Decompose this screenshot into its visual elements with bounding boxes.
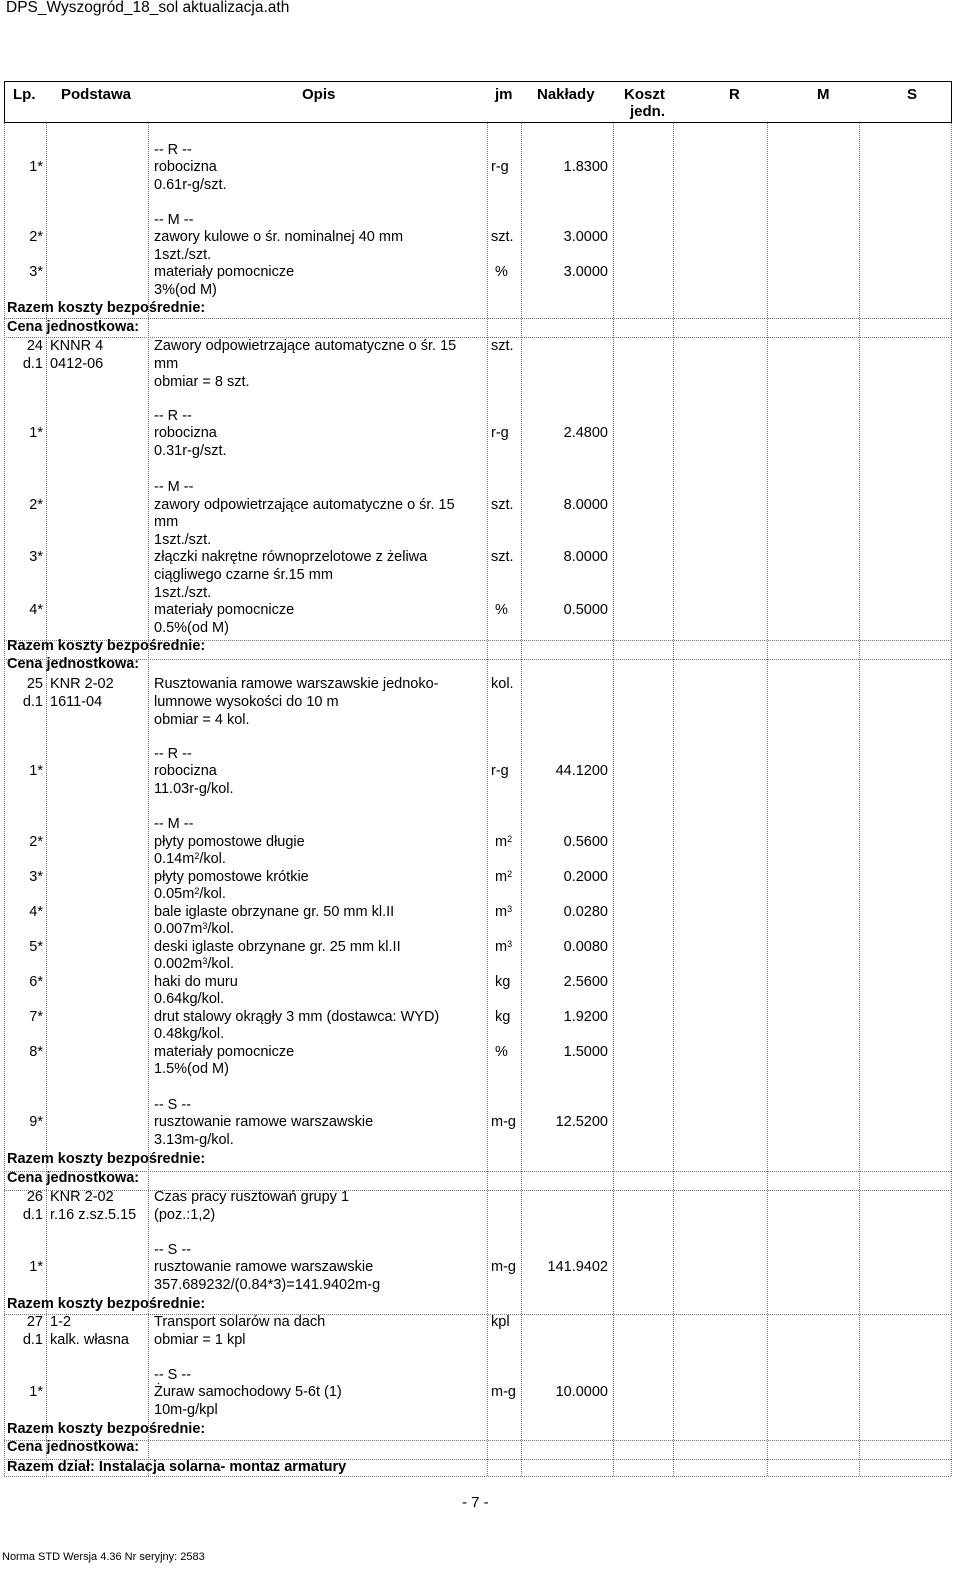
grid-line <box>4 1314 951 1315</box>
unit: $m^2$ <box>495 869 513 885</box>
grid-line <box>859 123 860 1476</box>
row-number: 3* <box>29 264 43 280</box>
item-dzial: d.1 <box>22 356 43 372</box>
basis-code: 1611-04 <box>50 694 103 710</box>
norm: 3%(od M) <box>154 282 217 298</box>
resource-name-cont: ciągliwego czarne śr.15 mm <box>154 567 333 583</box>
table-header <box>4 81 952 123</box>
input-value: 3.0000 <box>563 264 608 280</box>
input-value: 1.5000 <box>563 1044 608 1060</box>
razem-koszty-label: Razem koszty bezpośrednie: <box>7 300 206 316</box>
unit: kol. <box>491 676 514 692</box>
input-value: 2.5600 <box>563 974 608 990</box>
resource-name: zawory odpowietrzające automatyczne o śr. 15 <box>154 497 455 513</box>
resource-name: materiały pomocnicze <box>154 602 295 618</box>
item-dzial: d.1 <box>22 694 43 710</box>
input-value: 141.9402 <box>547 1259 608 1275</box>
input-value: 0.0280 <box>563 904 608 920</box>
unit: $m^3$ <box>495 904 513 920</box>
basis-code: KNR 2-02 <box>50 676 114 692</box>
col-podstawa: Podstawa <box>61 86 132 103</box>
resource-name-cont: mm <box>154 514 179 530</box>
col-lp: Lp. <box>13 86 36 103</box>
row-number: 3* <box>29 869 43 885</box>
resource-name: Żuraw samochodowy 5-6t (1) <box>154 1384 342 1400</box>
row-number: 7* <box>29 1009 43 1025</box>
item-description: mm <box>154 356 179 372</box>
col-s: S <box>907 86 918 103</box>
norm: 0.31r-g/szt. <box>154 443 227 459</box>
grid-line <box>4 1476 951 1477</box>
grid-line <box>673 123 674 1476</box>
col-koszt-jedn: jedn. <box>630 103 666 120</box>
grid-line <box>951 123 952 1476</box>
resource-name: złączki nakrętne równoprzelotowe z żeliwa <box>154 549 428 565</box>
norm: $0.14m^2$/kol. <box>154 851 226 867</box>
input-value: 12.5200 <box>555 1114 608 1130</box>
section-label: -- R -- <box>154 408 192 424</box>
unit: szt. <box>491 338 514 354</box>
resource-name: deski iglaste obrzynane gr. 25 mm kl.II <box>154 939 401 955</box>
row-number: 8* <box>29 1044 43 1060</box>
grid-line <box>4 1440 951 1441</box>
razem-dzial-label: Razem dział: Instalacja solarna- montaz armatury <box>7 1459 347 1475</box>
grid-line <box>4 659 951 660</box>
basis-code: 1-2 <box>50 1314 71 1330</box>
norm: 3.13m-g/kol. <box>154 1132 234 1148</box>
resource-name: materiały pomocnicze <box>154 264 295 280</box>
unit: % <box>495 602 508 618</box>
section-label: -- M -- <box>154 212 194 228</box>
section-label: -- S -- <box>154 1242 192 1258</box>
grid-line <box>487 123 488 1476</box>
input-value: 8.0000 <box>563 497 608 513</box>
norm: 1szt./szt. <box>154 532 212 548</box>
item-dzial: d.1 <box>22 1207 43 1223</box>
col-m: M <box>817 86 830 103</box>
page-number: - 7 - <box>462 1494 489 1511</box>
razem-koszty-label: Razem koszty bezpośrednie: <box>7 1421 206 1437</box>
unit: kg <box>495 974 511 990</box>
section-label: -- M -- <box>154 816 194 832</box>
item-description: (poz.:1,2) <box>154 1207 216 1223</box>
resource-name: zawory kulowe o śr. nominalnej 40 mm <box>154 229 404 245</box>
unit: szt. <box>491 549 514 565</box>
item-description: Zawory odpowietrzające automatyczne o śr. 15 <box>154 338 457 354</box>
unit: % <box>495 1044 508 1060</box>
norm: 357.689232/(0.84*3)=141.9402m-g <box>154 1277 381 1293</box>
resource-name: rusztowanie ramowe warszawskie <box>154 1114 374 1130</box>
row-number: 2* <box>29 497 43 513</box>
item-number: 24 <box>26 338 43 354</box>
input-value: 0.0080 <box>563 939 608 955</box>
unit: m-g <box>491 1114 516 1130</box>
row-number: 1* <box>29 1259 43 1275</box>
norm: 10m-g/kpl <box>154 1402 218 1418</box>
unit: r-g <box>491 763 509 779</box>
grid-line <box>4 1171 951 1172</box>
unit: $m^2$ <box>495 834 513 850</box>
unit: $m^3$ <box>495 939 513 955</box>
input-value: 0.5600 <box>563 834 608 850</box>
row-number: 5* <box>29 939 43 955</box>
row-number: 3* <box>29 549 43 565</box>
input-value: 10.0000 <box>555 1384 608 1400</box>
norm: $0.007m^3$/kol. <box>154 921 234 937</box>
item-description: Rusztowania ramowe warszawskie jednoko- <box>154 676 439 692</box>
grid-line <box>148 123 149 1476</box>
input-value: 1.9200 <box>563 1009 608 1025</box>
row-number: 1* <box>29 1384 43 1400</box>
col-naklady: Nakłady <box>537 86 595 103</box>
resource-name: płyty pomostowe długie <box>154 834 305 850</box>
col-r: R <box>729 86 740 103</box>
input-value: 1.8300 <box>563 159 608 175</box>
input-value: 3.0000 <box>563 229 608 245</box>
input-value: 0.5000 <box>563 602 608 618</box>
norm: 0.61r-g/szt. <box>154 177 227 193</box>
norm: $0.05m^2$/kol. <box>154 886 226 902</box>
razem-koszty-label: Razem koszty bezpośrednie: <box>7 638 206 654</box>
col-koszt: Koszt <box>624 86 665 103</box>
item-number: 25 <box>26 676 43 692</box>
input-value: 44.1200 <box>555 763 608 779</box>
basis-code: 0412-06 <box>50 356 104 372</box>
row-number: 6* <box>29 974 43 990</box>
norm: 0.48kg/kol. <box>154 1026 225 1042</box>
unit: kpl <box>491 1314 510 1330</box>
basis-code: kalk. własna <box>50 1332 129 1348</box>
item-description: Czas pracy rusztowań grupy 1 <box>154 1189 350 1205</box>
resource-name: bale iglaste obrzynane gr. 50 mm kl.II <box>154 904 395 920</box>
unit: szt. <box>491 229 514 245</box>
section-label: -- S -- <box>154 1097 192 1113</box>
section-label: -- R -- <box>154 142 192 158</box>
razem-koszty-label: Razem koszty bezpośrednie: <box>7 1151 206 1167</box>
resource-name: haki do muru <box>154 974 238 990</box>
obmiar: obmiar = 1 kpl <box>154 1332 246 1348</box>
row-number: 1* <box>29 763 43 779</box>
resource-name: płyty pomostowe krótkie <box>154 869 309 885</box>
razem-koszty-label: Razem koszty bezpośrednie: <box>7 1296 206 1312</box>
grid-line <box>4 318 951 319</box>
basis-code: KNNR 4 <box>50 338 104 354</box>
item-description: Transport solarów na dach <box>154 1314 326 1330</box>
resource-name: drut stalowy okrągły 3 mm (dostawca: WYD) <box>154 1009 440 1025</box>
unit: r-g <box>491 159 509 175</box>
grid-line <box>4 1190 951 1191</box>
section-label: -- S -- <box>154 1367 192 1383</box>
grid-line <box>767 123 768 1476</box>
norm: 0.64kg/kol. <box>154 991 225 1007</box>
resource-name: robocizna <box>154 425 217 441</box>
row-number: 2* <box>29 229 43 245</box>
norm: 1.5%(od M) <box>154 1061 229 1077</box>
grid-line <box>613 123 614 1476</box>
resource-name: robocizna <box>154 763 217 779</box>
cena-jednostkowa-label: Cena jednostkowa: <box>7 1439 140 1455</box>
norm: 1szt./szt. <box>154 585 212 601</box>
cena-jednostkowa-label: Cena jednostkowa: <box>7 1170 140 1186</box>
section-label: -- M -- <box>154 479 194 495</box>
norm: 0.5%(od M) <box>154 620 229 636</box>
unit: m-g <box>491 1384 516 1400</box>
item-description: lumnowe wysokości do 10 m <box>154 694 339 710</box>
norm: $0.002m^3$/kol. <box>154 956 234 972</box>
norm: 1szt./szt. <box>154 247 212 263</box>
col-opis: Opis <box>302 86 336 103</box>
section-label: -- R -- <box>154 746 192 762</box>
obmiar: obmiar = 4 kol. <box>154 712 250 728</box>
row-number: 1* <box>29 159 43 175</box>
unit: r-g <box>491 425 509 441</box>
input-value: 2.4800 <box>563 425 608 441</box>
basis-code: KNR 2-02 <box>50 1189 114 1205</box>
row-number: 2* <box>29 834 43 850</box>
norm: 11.03r-g/kol. <box>154 781 234 797</box>
obmiar: obmiar = 8 szt. <box>154 374 250 390</box>
software-footer: Norma STD Wersja 4.36 Nr seryjny: 2583 <box>2 1551 205 1563</box>
col-jm: jm <box>495 86 513 103</box>
item-number: 26 <box>26 1189 43 1205</box>
unit: kg <box>495 1009 511 1025</box>
row-number: 9* <box>29 1114 43 1130</box>
unit: m-g <box>491 1259 516 1275</box>
row-number: 4* <box>29 904 43 920</box>
item-number: 27 <box>26 1314 43 1330</box>
row-number: 4* <box>29 602 43 618</box>
row-number: 1* <box>29 425 43 441</box>
input-value: 8.0000 <box>563 549 608 565</box>
resource-name: materiały pomocnicze <box>154 1044 295 1060</box>
cena-jednostkowa-label: Cena jednostkowa: <box>7 656 140 672</box>
unit: % <box>495 264 508 280</box>
cena-jednostkowa-label: Cena jednostkowa: <box>7 319 140 335</box>
unit: szt. <box>491 497 514 513</box>
document-title: DPS_Wyszogród_18_sol aktualizacja.ath <box>6 0 290 16</box>
resource-name: robocizna <box>154 159 217 175</box>
grid-line <box>4 123 5 1476</box>
input-value: 0.2000 <box>563 869 608 885</box>
grid-line <box>4 337 951 338</box>
basis-code: r.16 z.sz.5.15 <box>50 1207 137 1223</box>
item-dzial: d.1 <box>22 1332 43 1348</box>
resource-name: rusztowanie ramowe warszawskie <box>154 1259 374 1275</box>
